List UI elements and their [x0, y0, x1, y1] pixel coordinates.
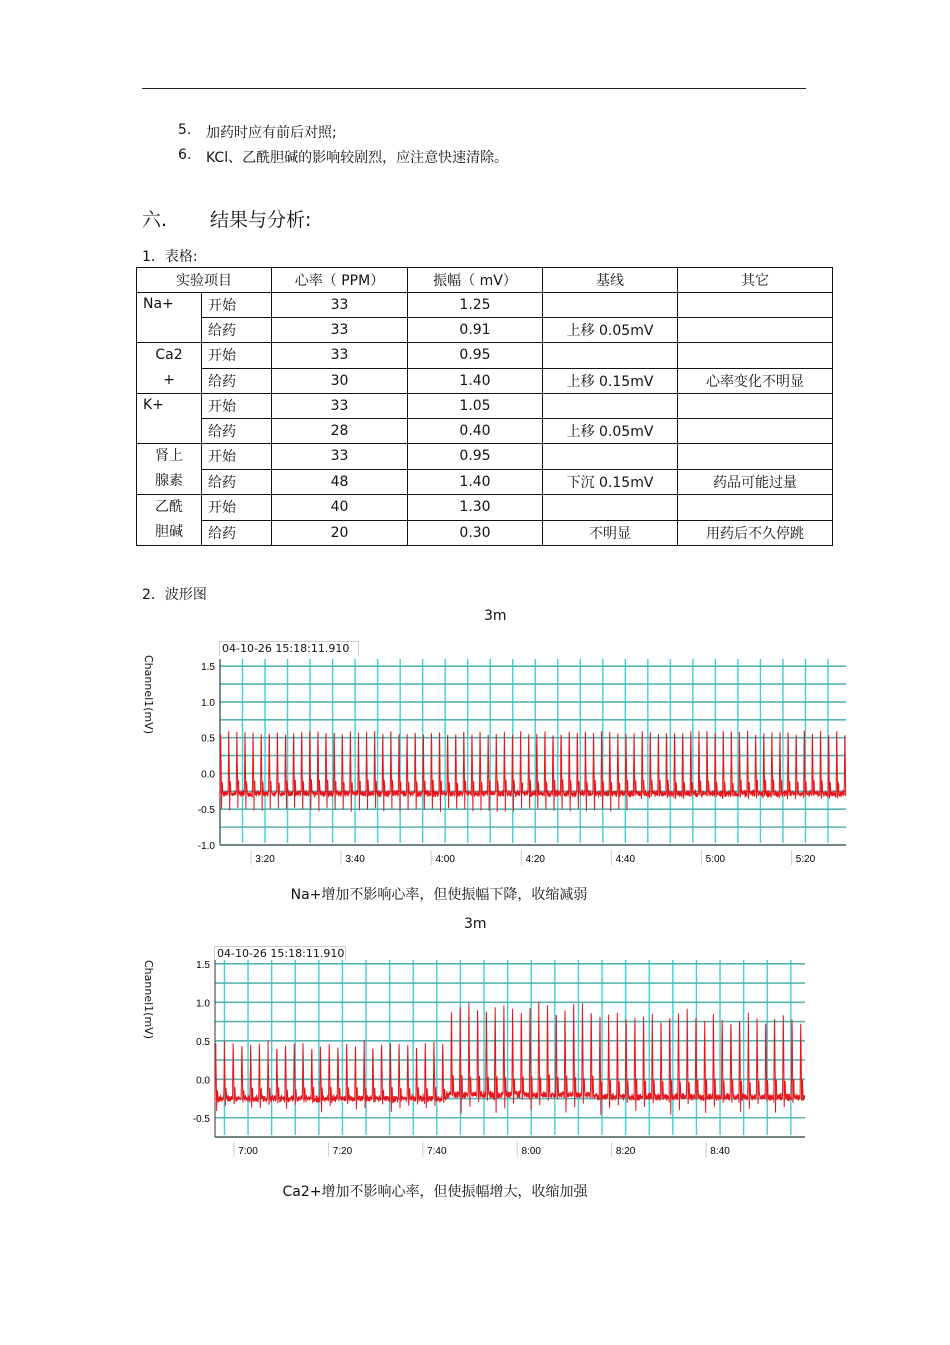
table-row: [137, 343, 833, 369]
table-cell: 33: [272, 444, 408, 470]
table-cell: [678, 444, 833, 470]
table-cell: 下沉 0.15mV: [543, 469, 678, 495]
header-cell: 心率（ PPM）: [272, 268, 408, 293]
table-cell: 0.30: [408, 520, 543, 546]
y-tick-label: 0.0: [196, 1075, 210, 1087]
results-table: [136, 267, 833, 546]
table-row: [137, 318, 833, 343]
y-tick-label: 1.5: [196, 959, 210, 971]
note-text: 加药时应有前后对照;: [206, 125, 337, 141]
table-cell: 1.40: [408, 368, 543, 394]
table-cell: 给药: [202, 469, 272, 495]
table-cell: 用药后不久停跳: [678, 520, 833, 546]
table-row: [137, 419, 833, 444]
table-cell: 心率变化不明显: [678, 368, 833, 394]
table-cell: [543, 343, 678, 369]
header-cell: 基线: [543, 268, 678, 293]
x-tick-label: 7:00: [238, 1146, 258, 1157]
table-row: [137, 469, 833, 495]
table-cell: 给药: [202, 318, 272, 343]
table-cell: 0.91: [408, 318, 543, 343]
group-cell: Na+: [137, 293, 202, 343]
table-cell: 1.05: [408, 394, 543, 419]
table-cell: 1.30: [408, 495, 543, 521]
group-name: Ca2+: [155, 347, 183, 388]
x-tick-label: 3:20: [255, 854, 275, 865]
y-tick-label: -0.5: [197, 805, 215, 817]
table-cell: 药品可能过量: [678, 469, 833, 495]
table-row: [137, 520, 833, 546]
table-row: [137, 368, 833, 394]
table-cell: 开始: [202, 495, 272, 521]
table-cell: 给药: [202, 520, 272, 546]
group-name: 肾上腺素: [155, 448, 183, 489]
table-cell: 0.95: [408, 444, 543, 470]
table-cell: [678, 419, 833, 444]
table-cell: 48: [272, 469, 408, 495]
group-cell: [137, 343, 202, 394]
header-cell: 实验项目: [137, 268, 272, 293]
table-cell: 开始: [202, 343, 272, 369]
y-axis-label: Channel1(mV): [142, 655, 155, 734]
table-cell: 20: [272, 520, 408, 546]
group-cell: K+: [137, 394, 202, 444]
table-cell: 33: [272, 394, 408, 419]
table-row: [137, 394, 833, 419]
x-tick-label: 5:00: [705, 854, 726, 865]
note-number: 6.: [178, 147, 192, 163]
table-row: [137, 444, 833, 470]
x-tick-label: 8:20: [615, 1146, 636, 1157]
y-tick-label: 0.5: [196, 1036, 210, 1048]
header-rule: [142, 88, 806, 89]
table-cell: 不明显: [543, 520, 678, 546]
table-cell: 上移 0.05mV: [543, 318, 678, 343]
table-cell: 33: [272, 343, 408, 369]
y-tick-label: 0.0: [201, 769, 215, 781]
table-cell: 28: [272, 419, 408, 444]
table-cell: 开始: [202, 293, 272, 318]
table-cell: [543, 394, 678, 419]
x-tick-label: 5:20: [795, 854, 816, 865]
x-tick-label: 4:20: [525, 854, 545, 865]
y-tick-label: 1.0: [201, 697, 215, 709]
table-cell: [678, 318, 833, 343]
table-cell: 1.40: [408, 469, 543, 495]
table-row: [137, 495, 833, 521]
table-cell: 开始: [202, 394, 272, 419]
chart-timestamp: 04-10-26 15:18:11.910: [219, 641, 359, 656]
x-tick-label: 7:20: [332, 1146, 353, 1157]
table-header-row: [137, 268, 833, 293]
note-text: KCl、乙酰胆碱的影响较剧烈，应注意快速清除。: [206, 150, 509, 166]
table-cell: [543, 293, 678, 318]
table-cell: 给药: [202, 368, 272, 394]
table-cell: [678, 394, 833, 419]
x-tick-label: 8:00: [521, 1146, 541, 1157]
y-tick-label: -0.5: [192, 1113, 210, 1125]
note-number: 5.: [178, 122, 192, 138]
group-cell: [137, 495, 202, 546]
table-cell: 给药: [202, 419, 272, 444]
y-tick-label: 1.5: [201, 662, 215, 674]
chart-title: 3m: [464, 916, 487, 932]
table-cell: 30: [272, 368, 408, 394]
table-cell: [678, 293, 833, 318]
table-cell: 0.95: [408, 343, 543, 369]
group-name: 乙酰胆碱: [155, 499, 183, 540]
x-tick-label: 4:00: [435, 854, 455, 865]
group-cell: [137, 444, 202, 495]
table-label: 1．表格:: [142, 249, 198, 265]
section-title: 结果与分析:: [210, 209, 312, 231]
section-number: 六.: [142, 209, 168, 231]
waveform-label: 2．波形图: [142, 587, 207, 603]
table-cell: [678, 495, 833, 521]
chart-caption: Ca2+增加不影响心率，但使振幅增大，收缩加强: [282, 1184, 588, 1200]
waveform-series: [215, 1002, 805, 1115]
table-cell: 上移 0.15mV: [543, 368, 678, 394]
table-cell: 33: [272, 318, 408, 343]
header-cell: 振幅（ mV）: [408, 268, 543, 293]
table-cell: [543, 444, 678, 470]
x-tick-label: 3:40: [345, 854, 365, 865]
table-cell: [543, 495, 678, 521]
table-cell: [678, 343, 833, 369]
y-axis-label: Channel1(mV): [142, 960, 155, 1039]
chart-caption: Na+增加不影响心率，但使振幅下降，收缩减弱: [290, 887, 588, 903]
x-tick-label: 4:40: [615, 854, 636, 865]
table-cell: 1.25: [408, 293, 543, 318]
chart-timestamp: 04-10-26 15:18:11.910: [214, 946, 346, 961]
x-tick-label: 8:40: [710, 1146, 730, 1157]
x-tick-label: 7:40: [427, 1146, 447, 1157]
y-tick-label: -1.0: [197, 841, 215, 852]
chart-title: 3m: [484, 608, 507, 624]
table-row: [137, 293, 833, 318]
table-cell: 0.40: [408, 419, 543, 444]
table-cell: 40: [272, 495, 408, 521]
header-cell: 其它: [678, 268, 833, 293]
y-tick-label: 0.5: [201, 733, 215, 745]
table-cell: 33: [272, 293, 408, 318]
table-cell: 上移 0.05mV: [543, 419, 678, 444]
waveform-series: [220, 731, 846, 812]
table-cell: 开始: [202, 444, 272, 470]
y-tick-label: 1.0: [196, 998, 210, 1010]
